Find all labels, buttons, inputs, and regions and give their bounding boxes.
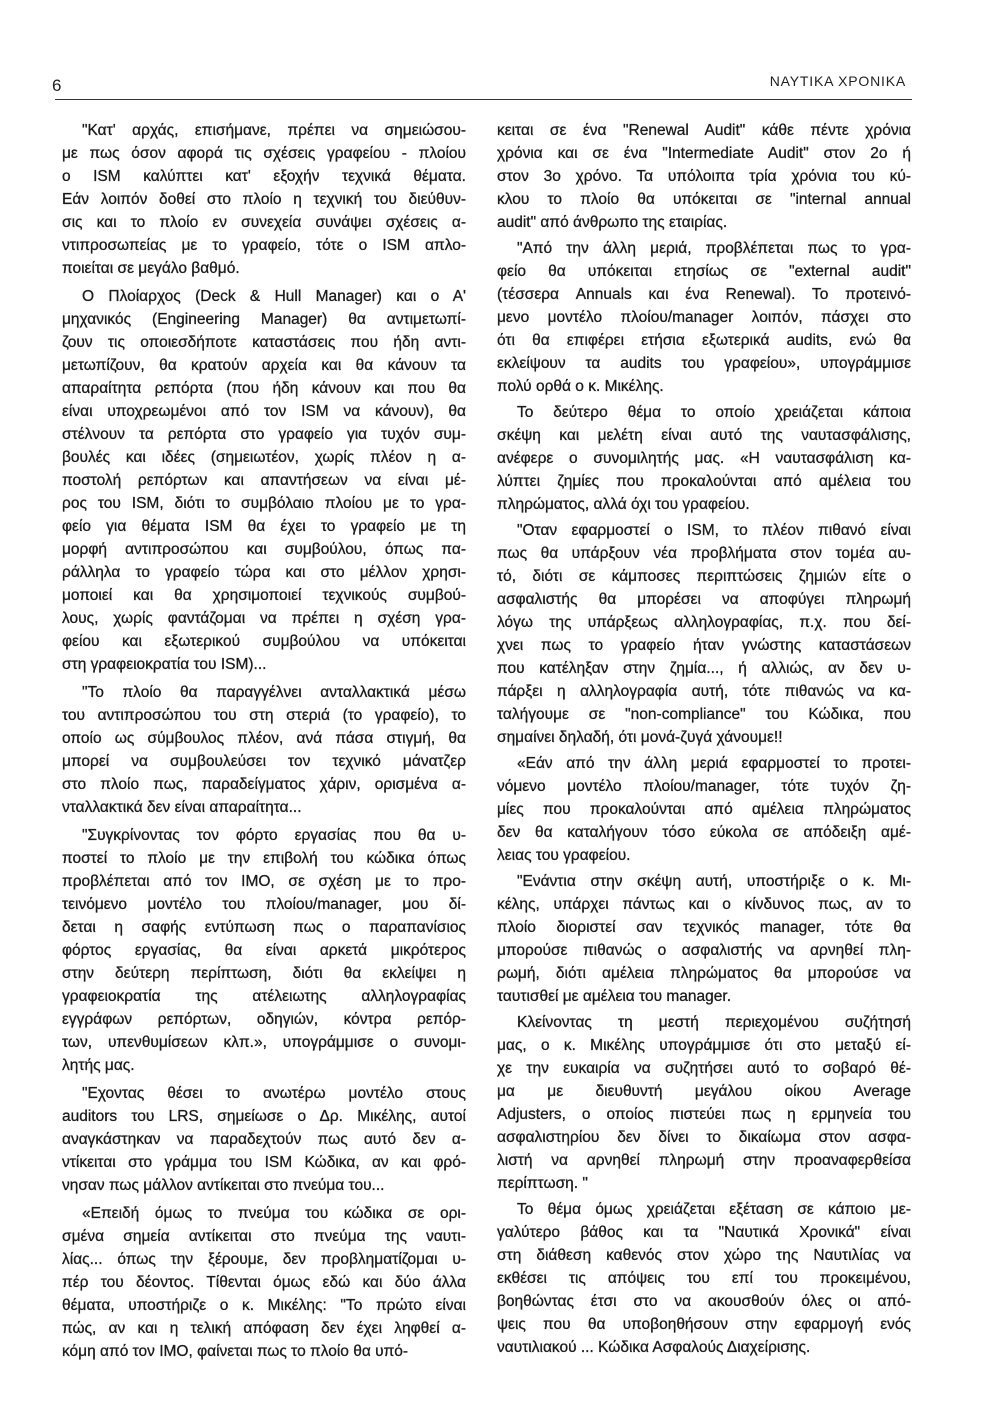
text-line: κλου το πλοίο θα υπόκειται σε "internal annual <box>497 191 911 208</box>
text-line: στην δεύτερη περίπτωση, διότι θα εκλείψει η <box>62 965 466 982</box>
text-line: πληρώματος, αλλά όχι του γραφείου. <box>497 496 750 513</box>
text-line: "Το πλοίο θα παραγγέλνει ανταλλακτικά μέσω <box>82 684 466 701</box>
text-line: μπορούσε πιθανώς ο ασφαλιστής να αρνηθεί πλη- <box>497 942 911 959</box>
text-line: που κατέληξαν στην ζημία..., ή αλλιώς, αν δεν υ- <box>497 660 911 677</box>
text-line: μετωπίζουν, θα κρατούν αρχεία και θα κάνουν τα <box>62 357 466 374</box>
page-number: 6 <box>52 76 62 95</box>
text-line: σμένα σημεία αντίκειται στο πνεύμα της ναυτι- <box>62 1228 466 1245</box>
text-line: περίπτωση. " <box>497 1175 588 1192</box>
text-line: Το θέμα όμως χρειάζεται εξέταση σε κάποιο με- <box>517 1201 911 1218</box>
text-line: βουλές και ιδέες (σημειωτέον, χωρίς πλέον η α- <box>62 449 466 466</box>
text-line: μίες που προκαλούνται από αμέλεια πληρώματος <box>497 801 911 818</box>
text-line: νησαν πως μάλλον αντίκειται στο πνεύμα του... <box>62 1177 385 1194</box>
text-line: κόμη από τον IMO, φαίνεται πως το πλοίο θα υπό- <box>62 1343 409 1360</box>
paragraph <box>497 1198 911 1359</box>
text-line: ντίκειται στο γράμμα του ISM Κώδικα, αν και φρό- <box>62 1154 466 1171</box>
text-line: νόμενο μοντέλο πλοίου/manager, τότε τυχόν ζη- <box>497 778 911 795</box>
text-line: σημαίνει δηλαδή, ότι μονά-ζυγά χάνουμε!! <box>497 729 783 746</box>
text-line: των, υπενθυμίσεων κλπ.», υπογράμμισε ο συνομι- <box>62 1034 466 1051</box>
text-line: λύπτει ζημίες που προκαλούνται από αμέλεια του <box>497 473 911 490</box>
text-line: ναυτιλιακού ... Κώδικα Ασφαλούς Διαχείρισης. <box>497 1339 811 1356</box>
text-line: φείου και εξωτερικού συμβούλου να υπόκειται <box>62 633 466 650</box>
text-line: ράλληλα το γραφείο τώρα και στο μέλλον χρησι- <box>62 564 466 581</box>
text-line: μενο μοντέλο πλοίου/manager λοιπόν, πάσχει στο <box>497 309 911 326</box>
text-line: ζουν τις οποιεσδήποτε καταστάσεις που ήδη αντι- <box>62 334 466 351</box>
text-line: Κλείνοντας τη μεστή περιεχομένου συζήτησή <box>517 1014 911 1031</box>
text-line: πάρξει η αλληλογραφία αυτή, τότε πιθανώς να κα- <box>497 683 911 700</box>
text-line: οποίο ως σύμβουλος πλέον, ανά πάσα στιγμή, θα <box>62 730 466 747</box>
text-line: δεται η σαφής εντύπωση πως ο παραπανίσιος <box>62 919 466 936</box>
header-rule <box>55 99 912 100</box>
text-line: θέματα, υποστήριζε ο κ. Μικέλης: "Το πρώτο είναι <box>62 1297 466 1314</box>
text-line: του αντιπροσώπου του στη στεριά (το γραφείο), το <box>62 707 466 724</box>
text-line: μπορεί να συμβουλεύσει τον τεχνικό μάνατζερ <box>62 753 466 770</box>
text-line: είναι υποχρεωμένοι από τον ISM να κάνουν), θα <box>62 403 466 420</box>
text-line: μας, ο κ. Μικέλης υπογράμμισε ότι στο μεταξύ εί- <box>497 1037 911 1054</box>
text-line: "Από την άλλη μεριά, προβλέπεται πως το γρα- <box>517 240 911 257</box>
paragraph <box>62 285 466 676</box>
text-line: κέλης, υπάρχει πάντως και ο κίνδυνος πως, αν το <box>497 896 911 913</box>
text-line: στο πλοίο πως, παραδείγματος χάριν, ορισμένα α- <box>62 776 466 793</box>
text-line: με πως όσον αφορά τις σχέσεις γραφείου - πλοίου <box>62 145 466 162</box>
paragraph <box>497 237 911 398</box>
paragraph <box>497 119 911 234</box>
text-line: λειας του γραφείου. <box>497 847 631 864</box>
text-line: "Εχοντας θέσει το ανωτέρω μοντέλο στους <box>82 1085 466 1102</box>
text-line: δεν θα καταλήγουν τόσο εύκολα σε απόδειξη αμέ- <box>497 824 911 841</box>
text-line: λίας... όπως την ξέρουμε, δεν προβληματίζομαι υ- <box>62 1251 466 1268</box>
left-column <box>62 119 466 1363</box>
paragraph <box>497 870 911 1008</box>
paragraph <box>497 752 911 867</box>
text-line: ασφαλιστηρίου δεν δίνει το δικαίωμα στον ασφα- <box>497 1129 911 1146</box>
text-line: μα με διευθυντή μεγάλου οίκου Average <box>497 1083 911 1100</box>
text-line: "Κατ' αρχάς, επισήμανε, πρέπει να σημειώσου- <box>82 122 466 139</box>
text-line: πώς, αν και η τελική απόφαση δεν έχει ληφθεί α- <box>62 1320 466 1337</box>
text-line: ότι θα επιφέρει ετήσια εξωτερικά audits, ενώ θα <box>497 332 911 349</box>
text-line: στη διάθεση καθενός στον χώρο της Ναυτιλίας να <box>497 1247 911 1264</box>
text-line: απαραίτητα ρεπόρτα (που ήδη κάνουν και που θα <box>62 380 466 397</box>
text-line: "Ενάντια στην σκέψη αυτή, υποστήριξε ο κ. Μι- <box>517 873 911 890</box>
paragraph <box>62 681 466 819</box>
text-line: γαλύτερο βάθος και τα "Ναυτικά Χρονικά" είναι <box>497 1224 911 1241</box>
text-line: εκθέσει τις απόψεις του επί του προκειμένου, <box>497 1270 911 1287</box>
text-line: κειται σε ένα "Renewal Audit" κάθε πέντε χρόνια <box>497 122 911 139</box>
text-line: "Συγκρίνοντας τον φόρτο εργασίας που θα υ- <box>82 827 466 844</box>
paragraph <box>497 1011 911 1195</box>
text-line: πολύ ορθά ο κ. Μικέλης. <box>497 378 664 395</box>
paragraph <box>62 1082 466 1197</box>
text-line: χνει πως το γραφείο ήταν γνώστης καταστάσεων <box>497 637 911 654</box>
text-line: φόρτος εργασίας, θα είναι αρκετά μικρότερος <box>62 942 466 959</box>
paragraph <box>62 824 466 1077</box>
text-line: φείο για θέματα ISM θα έχει το γραφείο με τη <box>62 518 466 535</box>
text-line: ποστολή ρεπόρτων και απαντήσεων να είναι μέ- <box>62 472 466 489</box>
text-line: ταυτισθεί με αμέλεια του manager. <box>497 988 732 1005</box>
text-line: Ο Πλοίαρχος (Deck & Hull Manager) και ο Α' <box>82 288 466 305</box>
text-line: λητής μας. <box>62 1057 135 1074</box>
text-line: «Εάν από την άλλη μεριά εφαρμοστεί το προτει- <box>517 755 911 772</box>
text-line: φείο θα υπόκειται ετησίως σε "external audit" <box>497 263 911 280</box>
text-line: audit" από άνθρωπο της εταιρίας. <box>497 214 728 231</box>
text-line: Το δεύτερο θέμα το οποίο χρειάζεται κάποια <box>517 404 911 421</box>
text-line: Εάν λοιπόν δοθεί στο πλοίο η τεχνική του διεύθυν- <box>62 191 466 208</box>
text-line: χρόνια και σε ένα "Intermediate Audit" στον 2ο ή <box>497 145 911 162</box>
right-column <box>497 119 911 1359</box>
text-line: ρωμή, διότι αμέλεια πληρώματος θα μπορούσε να <box>497 965 911 982</box>
text-line: «Επειδή όμως το πνεύμα του κώδικα σε ορι- <box>82 1205 466 1222</box>
text-line: ποιείται σε μεγάλο βαθμό. <box>62 260 240 277</box>
paragraph <box>497 401 911 516</box>
text-line: γραφειοκρατία της ατέλειωτης αλληλογραφίας <box>62 988 466 1005</box>
text-line: στέλνουν τα ρεπόρτα στο γραφείο για τυχόν συμ- <box>62 426 466 443</box>
text-line: ταλήγουμε σε "non-compliance" του Κώδικα, που <box>497 706 911 723</box>
text-line: τό, διότι σε κάμποσες περιπτώσεις ζημιών είτε ο <box>497 568 911 585</box>
text-line: νταλλακτικά δεν είναι απαραίτητα... <box>62 799 302 816</box>
text-line: πέρ του δέοντος. Τίθενται όμως εδώ και δύο άλλα <box>62 1274 466 1291</box>
text-line: πως θα υπάρξουν νέα προβλήματα στον τομέα αυ- <box>497 545 911 562</box>
text-line: λους, χωρίς φαντάζομαι να πρέπει η σχέση γρα- <box>62 610 466 627</box>
text-line: βοηθώντας έτσι στο να ακουσθούν όλες οι από- <box>497 1293 911 1310</box>
text-line: πλοίο διοριστεί σαν τεχνικός manager, τότε θα <box>497 919 911 936</box>
text-line: ανέφερε ο συνομιλητής μας. «Η ναυτασφάλιση κα- <box>497 450 911 467</box>
publication-title: ΝΑΥΤΙΚΑ ΧΡΟΝΙΚΑ <box>769 73 906 89</box>
text-line: ο ISM καλύπτει κατ' εξοχήν τεχνικά θέματα. <box>62 168 466 185</box>
paragraph <box>497 519 911 749</box>
text-line: "Οταν εφαρμοστεί ο ISM, το πλέον πιθανό είναι <box>517 522 911 539</box>
text-line: αναγκάστηκαν να παραδεχτούν πως αυτό δεν α- <box>62 1131 466 1148</box>
text-line: εκλείψουν τα audits του γραφείου», υπογράμμισε <box>497 355 911 372</box>
text-line: τεινόμενο μοντέλο του πλοίου/manager, μου δί- <box>62 896 466 913</box>
text-line: λόγω της υπάρξεως αλληλογραφίας, π.χ. που δεί- <box>497 614 911 631</box>
text-line: εγγράφων ρεπόρτων, οδηγιών, κόντρα ρεπόρ- <box>62 1011 466 1028</box>
text-line: auditors του LRS, σημείωσε ο Δρ. Μικέλης, αυτοί <box>62 1108 466 1125</box>
text-line: προβλέπεται από τον IMO, σε σχέση με το προ- <box>62 873 466 890</box>
text-line: (τέσσερα Annuals και ένα Renewal). Το προτεινό- <box>497 286 911 303</box>
text-line: μορφή αντιπροσώπου και συμβούλου, όπως πα- <box>62 541 466 558</box>
text-line: χε την ευκαιρία να συζητήσει αυτό το σοβαρό θέ- <box>497 1060 911 1077</box>
text-line: στη γραφειοκρατία του ISM)... <box>62 656 267 673</box>
text-line: ψεις που θα υποβοηθήσουν στην εφαρμογή ενός <box>497 1316 911 1333</box>
text-line: ασφαλιστής θα μπορέσει να αποφύγει πληρωμή <box>497 591 911 608</box>
text-line: λιστή να αρνηθεί πληρωμή στην προαναφερθείσα <box>497 1152 911 1169</box>
text-line: ρος του ISM, διότι το συμβόλαιο πλοίου με το γρα- <box>62 495 466 512</box>
text-line: ντιπροσωπείας με το γραφείο, τότε ο ISM απλο- <box>62 237 466 254</box>
paragraph <box>62 119 466 280</box>
paragraph <box>62 1202 466 1363</box>
text-line: ποστεί το πλοίο με την επιβολή του κώδικα όπως <box>62 850 466 867</box>
text-line: σις και το πλοίο εν συνεχεία συνάψει σχέσεις α- <box>62 214 466 231</box>
text-line: Adjusters, ο οποίος πιστεύει πως η ερμηνεία του <box>497 1106 911 1123</box>
text-line: μηχανικός (Engineering Manager) θα αντιμετωπί- <box>62 311 466 328</box>
text-line: σκέψη και μελέτη είναι αυτό της ναυτασφάλισης, <box>497 427 911 444</box>
text-line: μοποιεί και θα χρησιμοποιεί τεχνικούς συμβού- <box>62 587 466 604</box>
text-line: στον 3ο χρόνο. Τα υπόλοιπα τρία χρόνια του κύ- <box>497 168 911 185</box>
